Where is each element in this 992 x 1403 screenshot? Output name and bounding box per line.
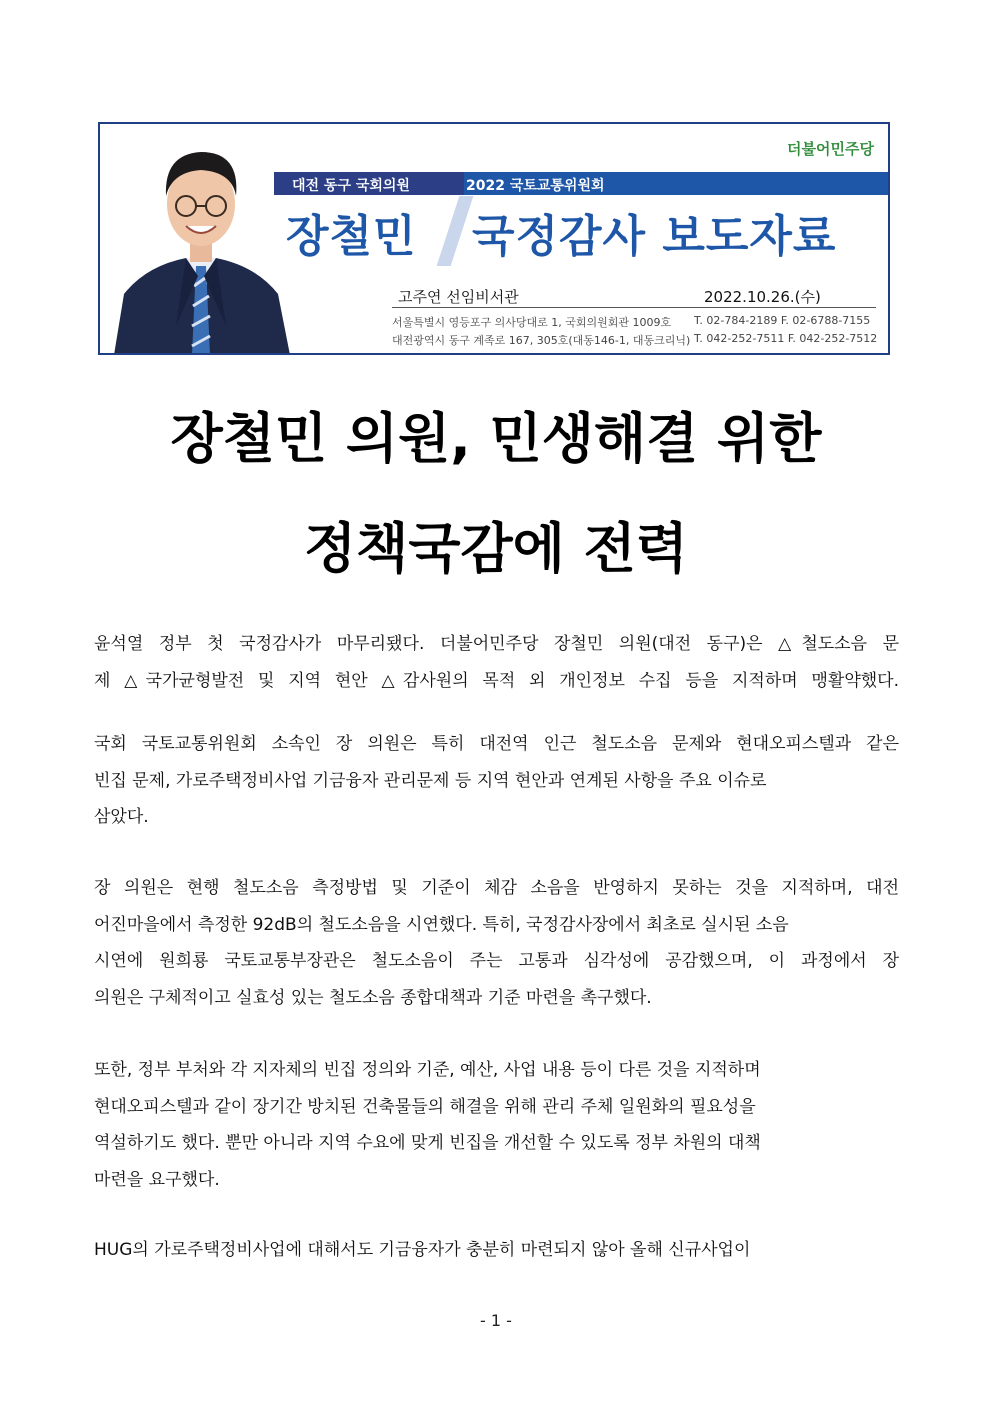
paragraph-4 (94, 1052, 899, 1198)
paragraph-line: 어진마을에서 측정한 92dB의 철도소음을 시연했다. 특히, 국정감사장에서 최초로 실시된 소음 (94, 914, 789, 935)
paragraph-line: 마련을 요구했다. (94, 1169, 220, 1190)
title-separator (437, 196, 474, 266)
paragraph-line: 삼았다. (94, 807, 149, 827)
paragraph-3 (94, 870, 899, 1016)
constituency-label: 대전 동구 국회의원 (292, 178, 410, 194)
contact-daejeon: T. 042-252-7511 F. 042-252-7512 (694, 332, 878, 345)
committee-label: 2022 국토교통위원회 (466, 178, 605, 194)
paragraph-line: 국회 국토교통위원회 소속인 장 의원은 특히 대전역 인근 철도소음 문제와 현대오피스텔과 같은 (94, 734, 899, 754)
release-title: 국정감사 보도자료 (472, 211, 837, 262)
paragraph-line: HUG의 가로주택정비사업에 대해서도 기금융자가 충분히 마련되지 않아 올해 신규사업이 (94, 1240, 751, 1260)
divider (392, 307, 876, 308)
headline-line-2: 정책국감에 전력 (304, 517, 688, 580)
paragraph-1 (94, 626, 899, 699)
paragraph-line: 제 △국가균형발전 및 지역 현안 △감사원의 목적 외 개인정보 수집 등을 지적하며 맹활약했다. (94, 670, 899, 691)
party-logo: 더불어민주당 (787, 140, 874, 158)
release-date: 2022.10.26.(수) (704, 288, 821, 306)
headline-line-1: 장철민 의원, 민생해결 위한 (170, 407, 822, 470)
paragraph-line: 장 의원은 현행 철도소음 측정방법 및 기준이 체감 소음을 반영하지 못하는 것을 지적하며, 대전 (94, 878, 899, 898)
paragraph-line: 의원은 구체적이고 실효성 있는 철도소음 종합대책과 기준 마련을 촉구했다. (94, 987, 652, 1008)
paragraph-line: 현대오피스텔과 같이 장기간 방치된 건축물들의 해결을 위해 관리 주체 일원화의 필요성을 (94, 1096, 756, 1117)
paragraph-line: 빈집 문제, 가로주택정비사업 기금융자 관리문제 등 지역 현안과 연계된 사항을 주요 이슈로 (94, 770, 767, 791)
address-seoul: 서울특별시 영등포구 의사당대로 1, 국회의원회관 1009호 (392, 316, 672, 329)
address-daejeon: 대전광역시 동구 계족로 167, 305호(대동146-1, 대동크리닉) (392, 334, 691, 347)
author: 고주연 선임비서관 (398, 288, 519, 306)
person-portrait-icon (106, 126, 296, 355)
page-number: - 1 - (480, 1311, 512, 1330)
member-name: 장철민 (286, 211, 417, 262)
paragraph-5 (94, 1232, 899, 1269)
paragraph-line: 윤석열 정부 첫 국정감사가 마무리됐다. 더불어민주당 장철민 의원(대전 동구)은 △철도소음 문 (94, 634, 899, 654)
contact-seoul: T. 02-784-2189 F. 02-6788-7155 (694, 314, 871, 327)
press-release-banner (98, 122, 890, 355)
paragraph-line: 역설하기도 했다. 뿐만 아니라 지역 수요에 맞게 빈집을 개선할 수 있도록 정부 차원의 대책 (94, 1133, 761, 1153)
paragraph-line: 시연에 원희룡 국토교통부장관은 철도소음이 주는 고통과 심각성에 공감했으며, 이 과정에서 장 (94, 951, 899, 971)
paragraph-line: 또한, 정부 부처와 각 지자체의 빈집 정의와 기준, 예산, 사업 내용 등이 다른 것을 지적하며 (94, 1060, 761, 1080)
paragraph-2 (94, 726, 899, 836)
